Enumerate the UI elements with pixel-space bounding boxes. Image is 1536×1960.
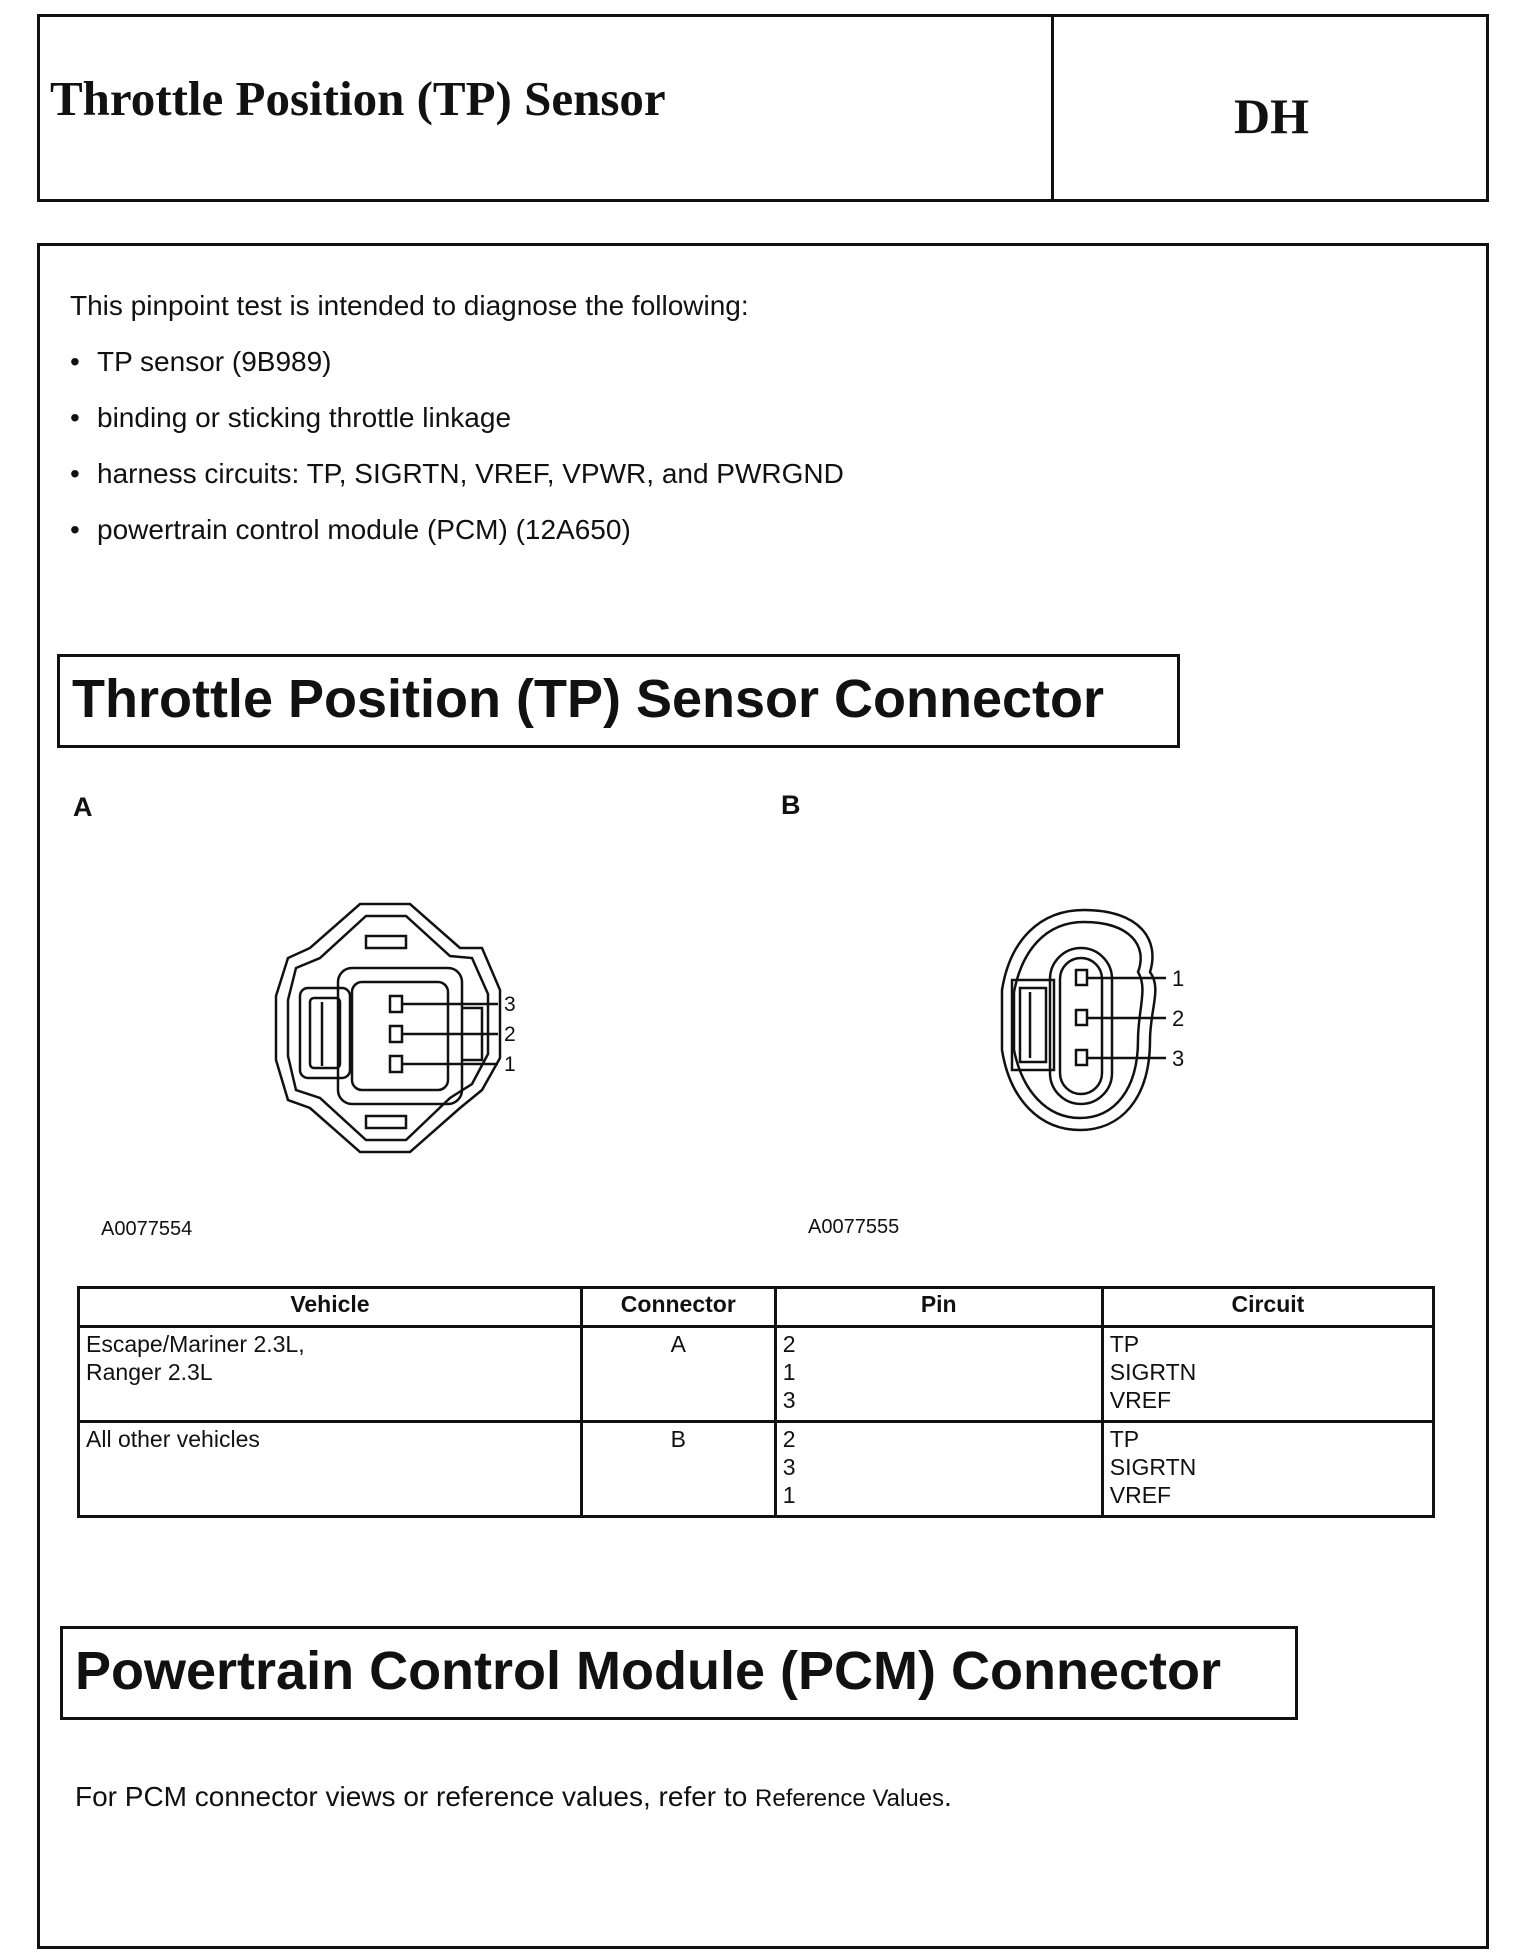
connector-a-label: A — [73, 792, 93, 822]
list-item: • powertrain control module (PCM) (12A650) — [70, 514, 631, 545]
tp-connector-heading: Throttle Position (TP) Sensor Connector — [57, 654, 1180, 748]
pcm-connector-heading: Powertrain Control Module (PCM) Connector — [60, 1626, 1298, 1720]
pin-label-b-3: 3 — [1172, 1046, 1185, 1071]
intro-text: This pinpoint test is intended to diagnose the following: — [70, 290, 749, 321]
connector-cell: A — [581, 1327, 775, 1422]
diagnose-list — [70, 345, 844, 569]
connector-b-code: A0077555 — [808, 1216, 900, 1238]
table-row — [79, 1422, 1434, 1517]
pcm-reference-text: For PCM connector views or reference values, refer to Reference Values. — [75, 1781, 952, 1812]
reference-values-link[interactable]: Reference Values — [755, 1785, 945, 1812]
circuit-cell: TP SIGRTN VREF — [1102, 1327, 1433, 1422]
pin-cell: 2 1 3 — [775, 1327, 1102, 1422]
list-item: • harness circuits: TP, SIGRTN, VREF, VPWR, and PWRGND — [70, 458, 844, 489]
page-title: Throttle Position (TP) Sensor — [50, 71, 666, 126]
connector-b-label: B — [781, 790, 801, 820]
column-header: Pin — [775, 1288, 1102, 1327]
connector-b-diagram — [990, 900, 1210, 1140]
column-header: Vehicle — [79, 1288, 582, 1327]
connector-a-diagram — [260, 890, 530, 1170]
vehicle-cell: Escape/Mariner 2.3L, Ranger 2.3L — [79, 1327, 582, 1422]
table-header-row — [79, 1288, 1434, 1327]
column-header: Circuit — [1102, 1288, 1433, 1327]
pin-label-a-2: 2 — [504, 1023, 516, 1046]
connector-cell: B — [581, 1422, 775, 1517]
vehicle-cell: All other vehicles — [79, 1422, 582, 1517]
column-header: Connector — [581, 1288, 775, 1327]
test-code: DH — [1234, 88, 1309, 144]
circuit-cell: TP SIGRTN VREF — [1102, 1422, 1433, 1517]
pin-table — [77, 1286, 1435, 1518]
pin-label-a-3: 3 — [504, 993, 516, 1016]
list-item: • binding or sticking throttle linkage — [70, 402, 512, 433]
pin-label-a-1: 1 — [504, 1053, 516, 1076]
connector-a-code: A0077554 — [101, 1218, 193, 1240]
pin-label-b-2: 2 — [1172, 1006, 1185, 1031]
table-row — [79, 1327, 1434, 1422]
list-item: • TP sensor (9B989) — [70, 346, 332, 377]
pin-label-b-1: 1 — [1172, 966, 1185, 991]
pin-cell: 2 3 1 — [775, 1422, 1102, 1517]
